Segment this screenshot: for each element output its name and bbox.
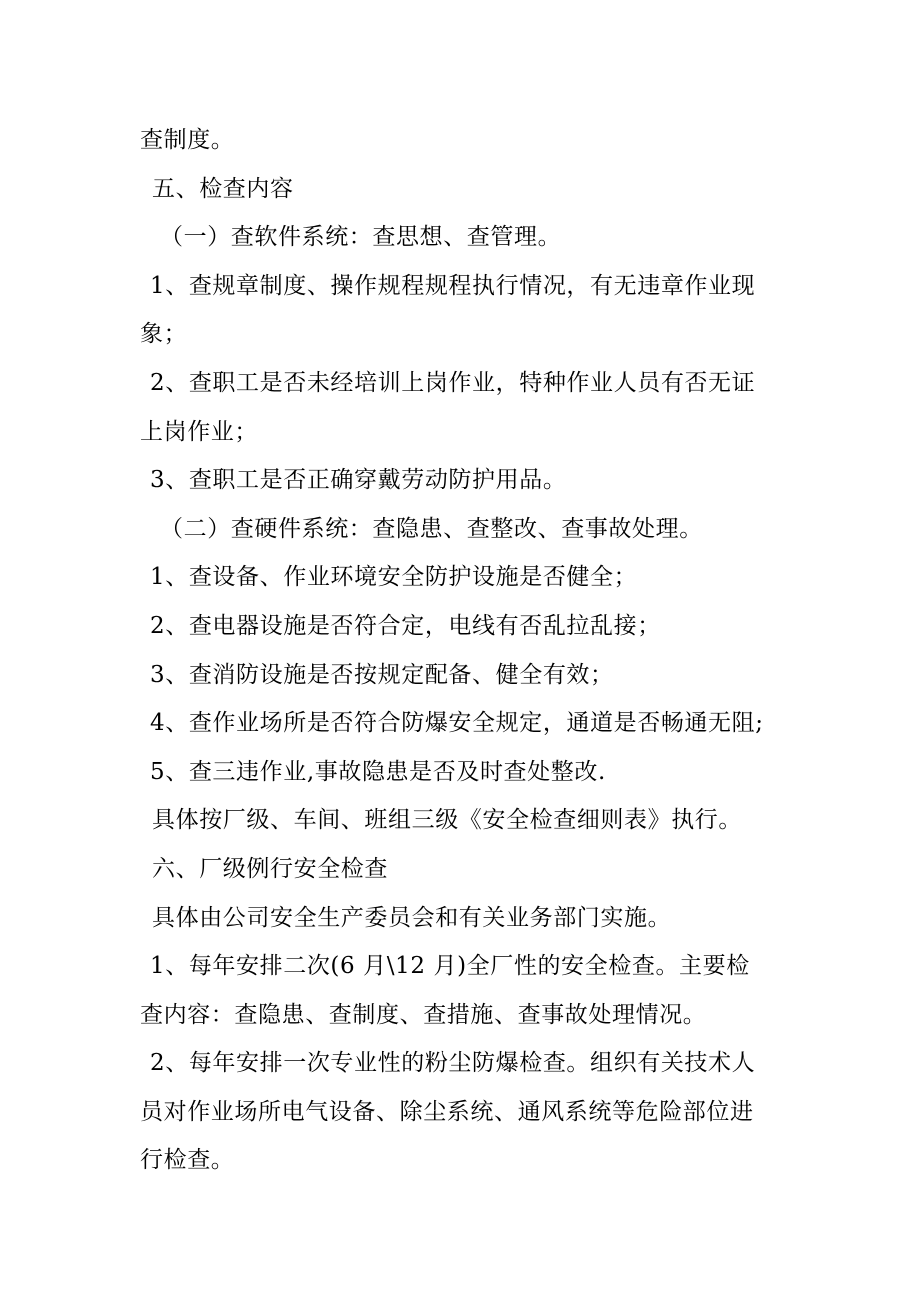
list-item-3a: 1、每年安排二次(6 月\12 月)全厂性的安全检查。主要检 xyxy=(150,953,750,980)
list-item-3b-cont: 员对作业场所电气设备、除尘系统、通风系统等危险部位进 xyxy=(140,1098,754,1125)
list-item-2c: 3、查消防设施是否按规定配备、健全有效； xyxy=(150,661,614,688)
list-item-1c: 3、查职工是否正确穿戴劳动防护用品。 xyxy=(150,467,567,494)
list-item-1b: 2、查职工是否未经培训上岗作业，特种作业人员有否无证 xyxy=(150,369,756,396)
list-item-2a: 1、查设备、作业环境安全防护设施是否健全； xyxy=(150,564,638,591)
list-item-2b: 2、查电器设施是否符合定，电线有否乱拉乱接； xyxy=(150,612,661,639)
section-heading-6: 六、厂级例行安全检查 xyxy=(152,855,388,882)
document-body xyxy=(140,116,790,1185)
list-item-1a: 1、查规章制度、操作规程规程执行情况，有无违章作业现 xyxy=(150,272,756,299)
subsection-heading-1: （一）查软件系统：查思想、查管理。 xyxy=(160,224,562,251)
section-heading-5: 五、检查内容 xyxy=(152,175,294,202)
list-item-3b: 2、每年安排一次专业性的粉尘防爆检查。组织有关技术人 xyxy=(150,1050,756,1077)
list-item-2d: 4、查作业场所是否符合防爆安全规定，通道是否畅通无阻; xyxy=(150,710,764,737)
list-item-2e: 5、查三违作业,事故隐患是否及时查处整改. xyxy=(150,758,606,785)
subsection-heading-2: （二）查硬件系统：查隐患、查整改、查事故处理。 xyxy=(160,515,703,542)
list-item-1a-cont: 象； xyxy=(140,321,188,348)
list-item-1b-cont: 上岗作业； xyxy=(140,418,258,445)
paragraph-note: 具体按厂级、车间、班组三级《安全检查细则表》执行。 xyxy=(152,807,742,834)
paragraph-intro: 具体由公司安全生产委员会和有关业务部门实施。 xyxy=(152,904,672,931)
list-item-3b-cont2: 行检查。 xyxy=(140,1147,235,1174)
list-item-3a-cont: 查内容：查隐患、查制度、查措施、查事故处理情况。 xyxy=(140,1001,707,1028)
text-line-continuation: 查制度。 xyxy=(140,127,235,153)
